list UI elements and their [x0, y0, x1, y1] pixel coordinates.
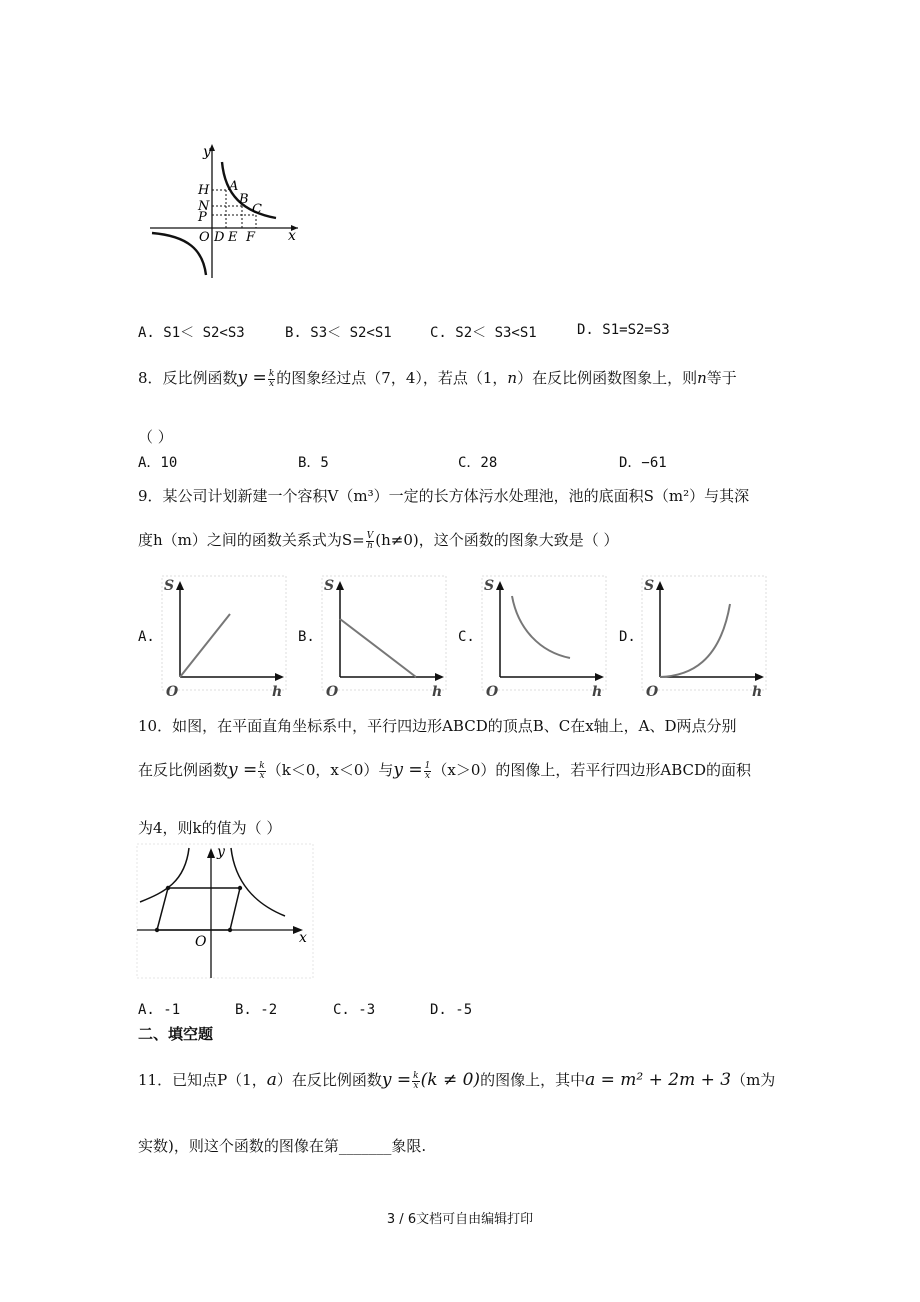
q9-option-b: B.	[298, 629, 315, 645]
q9-option-a: A.	[138, 629, 155, 645]
q10-option-a: A. -1	[138, 1002, 181, 1018]
q11-question-line1: 11．已知点P（1，a）在反比例函数y = $\frac{k}{x}$ (k ≠ 0)的图像上，其中a = m² + 2m + 3（m为	[138, 1070, 776, 1091]
origin-label: O	[166, 684, 179, 700]
q10-option-c: C. -3	[333, 1002, 376, 1018]
axis-x-label: x	[299, 930, 307, 946]
origin-label: O	[646, 684, 659, 700]
point-d-label: D	[214, 230, 225, 245]
axis-h-label: h	[752, 684, 763, 700]
q8-answer-paren: （ ）	[138, 428, 173, 446]
point-a-label: A	[229, 179, 239, 194]
axis-s-label: S	[324, 578, 335, 594]
origin-label: O	[326, 684, 339, 700]
point-p-label: P	[198, 210, 207, 225]
q10-question-line2: 在反比例函数y = $\frac{k}{x}$ （k＜0，x＜0）与y = $\frac{1}{x}$ （x＞0）的图像上，若平行四边形ABCD的面积	[138, 760, 752, 781]
one-over-x-fraction: $\frac{1}{x}$	[424, 760, 431, 781]
point-c-label: C	[252, 202, 262, 217]
axis-s-label: S	[644, 578, 655, 594]
q9-graph-c	[480, 574, 610, 702]
y-equals: y =	[237, 368, 267, 388]
point-f-label: F	[246, 230, 256, 245]
section-heading-fill-blank: 二、填空题	[138, 1025, 214, 1043]
q10-option-d: D. -5	[430, 1002, 473, 1018]
axis-s-label: S	[164, 578, 175, 594]
axis-h-label: h	[432, 684, 443, 700]
axis-y-label: y	[217, 844, 225, 860]
origin-label: O	[486, 684, 499, 700]
q8-option-a: A．10	[138, 455, 178, 471]
q8-option-c: C．28	[458, 455, 498, 471]
page-footer: 3 / 6文档可自由编辑打印	[386, 1212, 534, 1227]
k-over-x-fraction: $\frac{k}{x}$	[268, 368, 275, 389]
q8-option-b: B．5	[298, 455, 329, 471]
axis-h-label: h	[272, 684, 283, 700]
point-b-label: B	[239, 192, 249, 207]
axis-x-label: x	[288, 228, 296, 244]
q7-option-c: C. S2＜ S3<S1	[430, 325, 537, 341]
q10-question-line1: 10．如图，在平面直角坐标系中，平行四边形ABCD的顶点B、C在x轴上，A、D两点分别	[138, 717, 737, 735]
q9-graph-b	[320, 574, 450, 702]
q8-option-d: D．−61	[619, 455, 667, 471]
q10-option-b: B. -2	[235, 1002, 278, 1018]
q11-question-line2: 实数)，则这个函数的图像在第_______象限.	[138, 1137, 427, 1155]
q9-question-line2: 度h（m）之间的函数关系式为S= $\frac{V}{h}$ (h≠0)，这个函数的图象大致是（ ）	[138, 530, 619, 551]
q9-option-c: C.	[458, 629, 475, 645]
axis-s-label: S	[484, 578, 495, 594]
q7-option-d: D. S1=S2=S3	[577, 322, 670, 338]
origin-label: O	[199, 230, 210, 245]
point-n-label: N	[198, 199, 210, 214]
q10-parallelogram-figure	[135, 842, 315, 980]
point-e-label: E	[228, 230, 238, 245]
k-over-x-fraction: $\frac{k}{x}$	[413, 1070, 419, 1091]
k-over-x-fraction: $\frac{k}{x}$	[259, 760, 265, 781]
q7-hyperbola-figure	[148, 140, 308, 280]
point-h-label: H	[198, 183, 210, 198]
q10-question-line3: 为4，则k的值为（ ）	[138, 819, 282, 837]
origin-label: O	[195, 934, 207, 950]
v-over-h-fraction: $\frac{V}{h}$	[366, 530, 374, 551]
q8-question: 8．反比例函数y = $\frac{k}{x}$ 的图象经过点（7，4），若点（1，n）在反比例函数图象上，则n等于	[138, 368, 737, 389]
q7-option-a: A. S1＜ S2<S3	[138, 325, 245, 341]
axis-y-label: y	[203, 144, 211, 160]
q9-graph-a	[160, 574, 290, 702]
q9-option-d: D.	[619, 629, 636, 645]
q9-question-line1: 9．某公司计划新建一个容积V（m³）一定的长方体污水处理池，池的底面积S（m²）与其深	[138, 487, 750, 505]
q7-option-b: B. S3＜ S2<S1	[285, 325, 392, 341]
q9-graph-d	[640, 574, 770, 702]
axis-h-label: h	[592, 684, 603, 700]
